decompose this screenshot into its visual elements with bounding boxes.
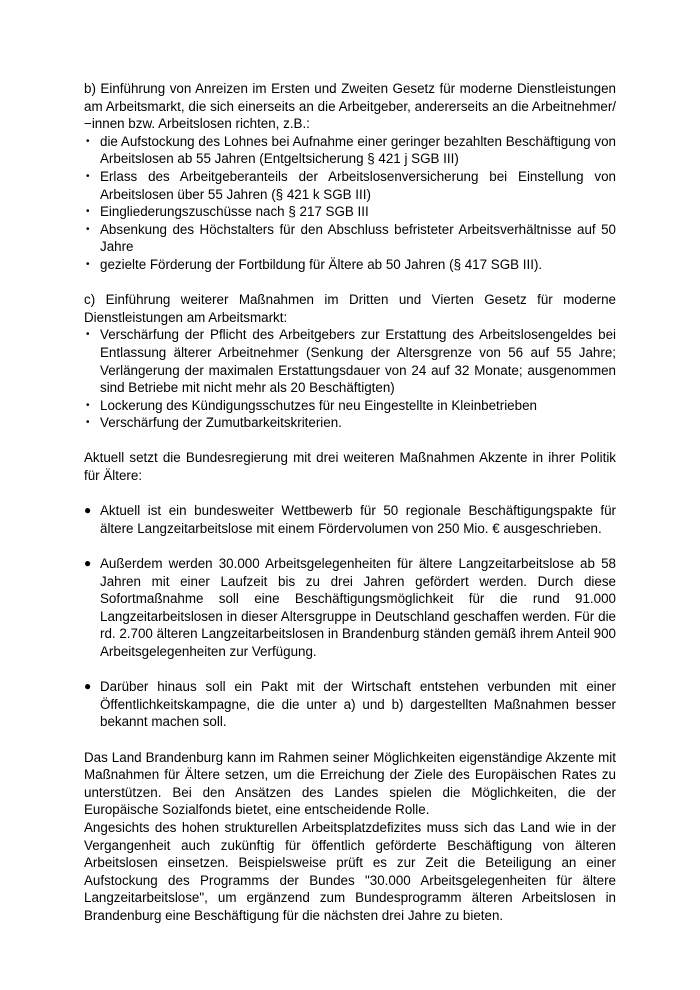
spacer (84, 485, 616, 503)
list-item: • Absenkung des Höchstalters für den Abschluss befristeter Arbeitsverhältnisse auf 50 Jahre (84, 221, 616, 256)
list-item: • Verschärfung der Zumutbarkeitskriterien. (84, 414, 616, 432)
section-c-list (84, 326, 616, 432)
list-item: • Verschärfung der Pflicht des Arbeitgebers zur Erstattung des Arbeitslosengeldes bei Entlassung älterer Arbeitnehmer (Senkung der Altersgrenze von 56 auf 55 Jahre; Verlängerung der maximalen Erstattungsdauer von 24 auf 32 Monate; ausgenommen sind Betriebe mit nicht mehr als 20 Beschäftigten) (84, 326, 616, 396)
list-item: • Lockerung des Kündigungsschutzes für neu Eingestellte in Kleinbetrieben (84, 397, 616, 415)
spacer (84, 274, 616, 292)
section-b-intro: b) Einführung von Anreizen im Ersten und Zweiten Gesetz für moderne Dienstleistungen am Arbeitsmarkt, die sich einerseits an die Arbeitgeber, andererseits an die Arbeitnehmer/−innen bzw. Arbeitslosen richten, z.B.: (84, 81, 616, 132)
list-item: • die Aufstockung des Lohnes bei Aufnahme einer geringer bezahlten Beschäftigung von Arbeitslosen ab 55 Jahren (Entgeltsicherung § 421 j SGB III) (84, 133, 616, 168)
section-b-list (84, 133, 616, 274)
list-item: • Eingliederungszuschüsse nach § 217 SGB III (84, 203, 616, 221)
document-page (84, 80, 616, 925)
list-item: • Erlass des Arbeitgeberanteils der Arbeitslosenversicherung bei Einstellung von Arbeitslosen über 55 Jahren (§ 421 k SGB III) (84, 168, 616, 203)
spacer (84, 432, 616, 450)
closing-paragraph-2: Angesichts des hohen strukturellen Arbeitsplatzdefizites muss sich das Land wie in der Vergangenheit auch zukünftig für öffentlich geförderte Beschäftigung von älteren Arbeitslosen einsetzen. Beispielsweise prüft es zur Zeit die Beteiligung an einer Aufstockung des Programms der Bundes "30.000 Arbeitsgelegenheiten für ältere Langzeitarbeitslose", um ergänzend zum Bundesprogramm älteren Arbeitslosen in Brandenburg eine Beschäftigung für die nächsten drei Jahre zu bieten. (84, 819, 616, 923)
list-item: ● Aktuell ist ein bundesweiter Wettbewerb für 50 regionale Beschäftigungspakte für ältere Langzeitarbeitslose mit einem Fördervolumen von 250 Mio. € ausgeschrieben. (84, 502, 616, 537)
current-measures-intro: Aktuell setzt die Bundesregierung mit drei weiteren Maßnahmen Akzente in ihrer Politik für Ältere: (84, 450, 616, 484)
list-item: ● Darüber hinaus soll ein Pakt mit der Wirtschaft entstehen verbunden mit einer Öffentlichkeitskampagne, die die unter a) und b) dargestellten Maßnahmen besser bekannt machen soll. (84, 678, 616, 731)
spacer (84, 731, 616, 749)
list-item: ● Außerdem werden 30.000 Arbeitsgelegenheiten für ältere Langzeitarbeitslose ab 58 Jahren mit einer Laufzeit bis zu drei Jahren gefördert werden. Durch diese Sofortmaßnahme soll eine Beschäftigungsmöglichkeit für die rund 91.000 Langzeitarbeitslosen in dieser Altersgruppe in Deutschland geschaffen werden. Für die rd. 2.700 älteren Langzeitarbeitslosen in Brandenburg ständen gemäß ihrem Anteil 900 Arbeitsgelegenheiten zur Verfügung. (84, 555, 616, 661)
section-c-intro: c) Einführung weiterer Maßnahmen im Dritten und Vierten Gesetz für moderne Dienstleistungen am Arbeitsmarkt: (84, 292, 616, 325)
closing-paragraph-1: Das Land Brandenburg kann im Rahmen seiner Möglichkeiten eigenständige Akzente mit Maßnahmen für Ältere setzen, um die Erreichung der Ziele des Europäischen Rates zu unterstützen. Bei den Ansätzen des Landes spielen die Möglichkeiten, die der Europäische Sozialfonds bietet, eine entscheidende Rolle. (84, 749, 616, 818)
current-measures-list (84, 502, 616, 731)
list-item: • gezielte Förderung der Fortbildung für Ältere ab 50 Jahren (§ 417 SGB III). (84, 256, 616, 274)
